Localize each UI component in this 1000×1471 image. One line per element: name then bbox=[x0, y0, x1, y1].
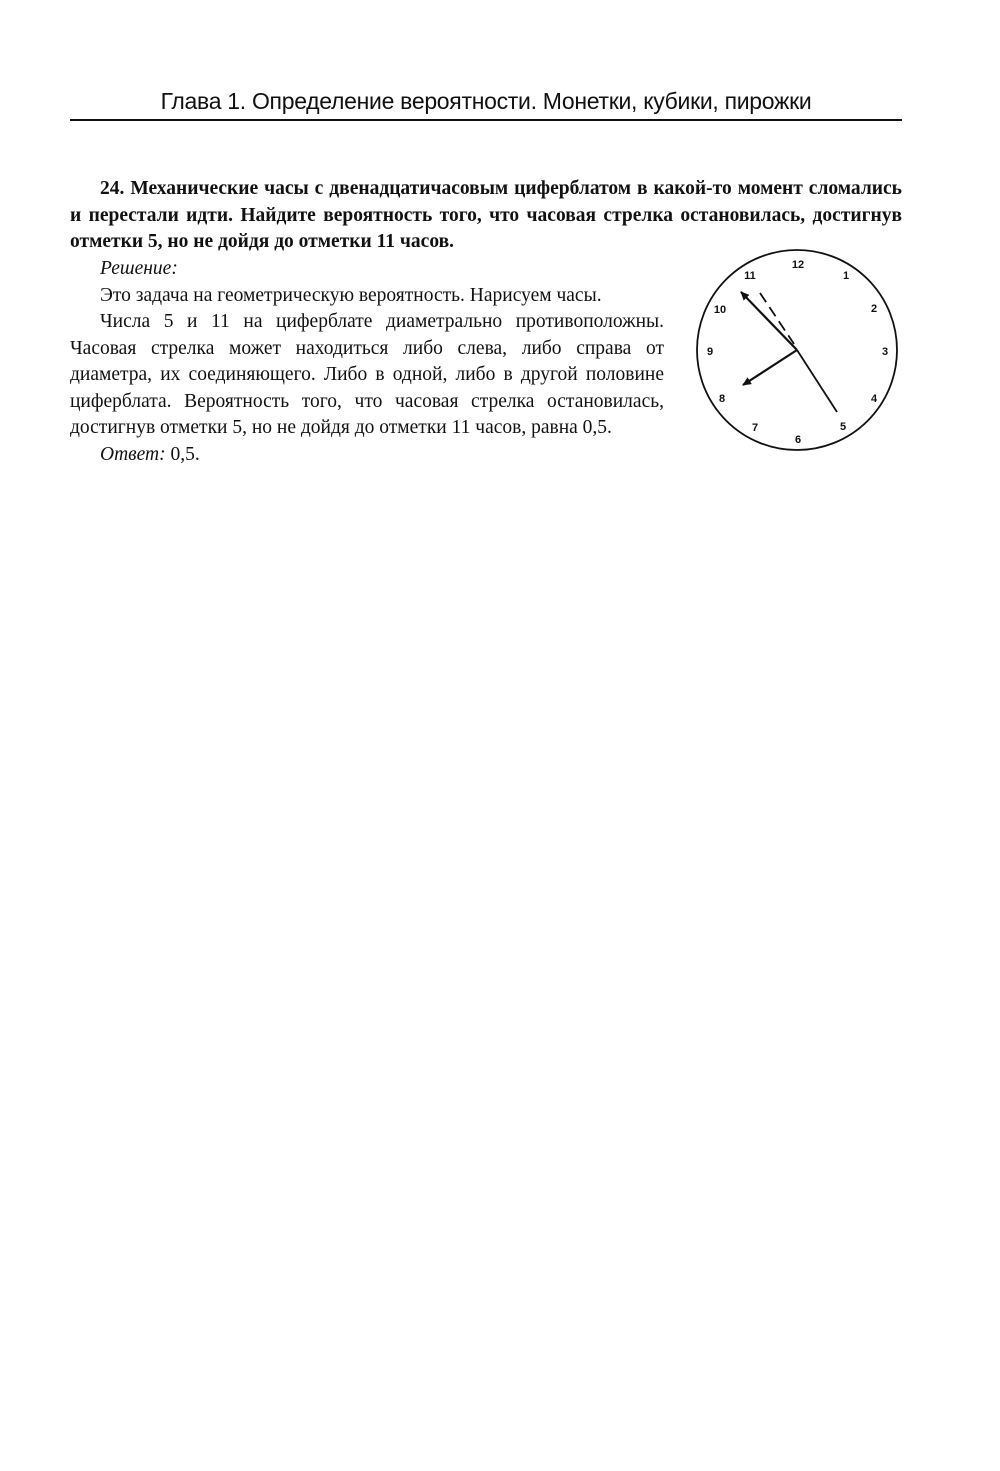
clock-number-11: 11 bbox=[744, 270, 756, 282]
hour-hand-arrow-8 bbox=[743, 350, 797, 385]
hour-hand-arrow-11 bbox=[741, 292, 797, 350]
clock-number-6: 6 bbox=[794, 434, 802, 446]
clock-number-3: 3 bbox=[881, 346, 889, 358]
clock-number-9: 9 bbox=[706, 346, 714, 358]
solution-paragraph-1: Это задача на геометрическую вероятность. Нарисуем часы. bbox=[100, 284, 602, 306]
problem-statement: 24. Механические часы с двенадцатичасовым циферблатом в какой-то момент сломались и перестали идти. Найдите вероятность того, что часовая стрелка остановилась, достигнув отметки 5, но не дойдя до отметки 11 часов. bbox=[70, 178, 902, 252]
clock-diagram bbox=[694, 240, 914, 460]
solution-paragraph-2: Числа 5 и 11 на циферблате диаметрально противоположны. Часовая стрелка может находиться либо слева, либо справа от диаметра, их соединяющего. Либо в одной, либо в другой половине циферблата. Вероятность того, что часовая стрелка остановилась, достигнув отметки 5, но не дойдя до отметки 11 часов, равна 0,5. bbox=[70, 311, 664, 438]
solution-label: Решение: bbox=[100, 258, 178, 279]
answer-label: Ответ: bbox=[100, 443, 166, 465]
clock-number-8: 8 bbox=[718, 393, 726, 405]
clock-number-5: 5 bbox=[839, 421, 847, 433]
answer-line bbox=[70, 442, 664, 469]
chapter-title: Глава 1. Определение вероятности. Монетки, кубики, пирожки bbox=[160, 88, 812, 114]
solution-label-line bbox=[70, 256, 664, 283]
clock-number-7: 7 bbox=[751, 422, 759, 434]
answer-value: 0,5. bbox=[165, 443, 200, 465]
solution-block bbox=[70, 256, 664, 468]
clock-number-1: 1 bbox=[842, 270, 850, 282]
clock-number-2: 2 bbox=[870, 303, 878, 315]
clock-number-12: 12 bbox=[791, 259, 805, 271]
diameter-line bbox=[797, 350, 837, 412]
header-divider bbox=[70, 119, 902, 121]
clock-number-10: 10 bbox=[713, 304, 727, 316]
clock-number-4: 4 bbox=[870, 393, 878, 405]
